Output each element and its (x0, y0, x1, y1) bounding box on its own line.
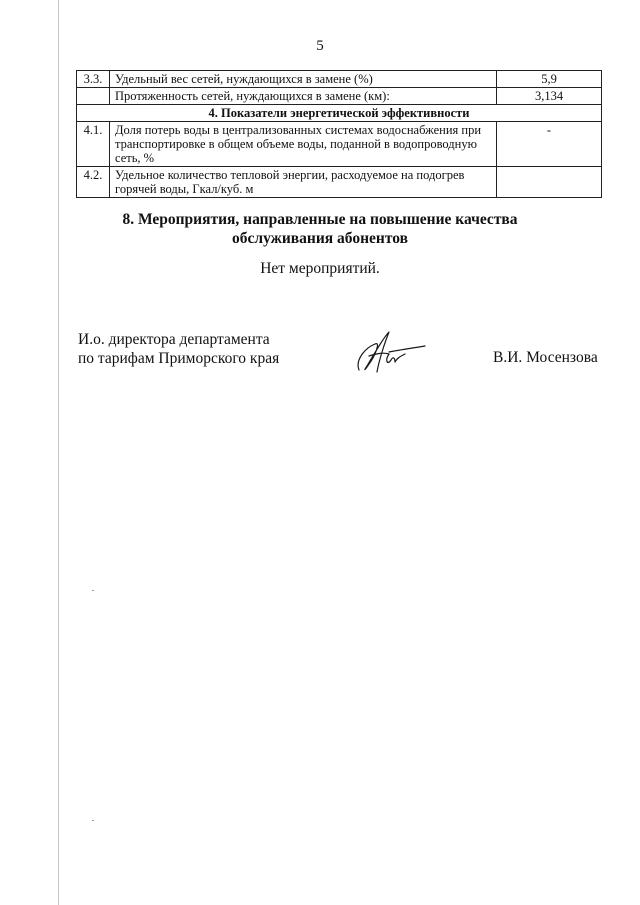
table-row (77, 88, 602, 105)
handwritten-signature (345, 330, 435, 385)
row-value: - (497, 122, 602, 167)
table-row (77, 167, 602, 198)
row-text: Доля потерь воды в централизованных системах водоснабжения при транспортировке в общем объеме воды, поданной в водопроводную сеть, % (110, 122, 497, 167)
scan-speck (92, 820, 94, 821)
section-heading-line-2: обслуживания абонентов (232, 230, 408, 247)
row-value: 3,134 (497, 88, 602, 105)
row-text: Удельное количество тепловой энергии, расходуемое на подогрев горячей воды, Гкал/куб. м (110, 167, 497, 198)
section-title: 4. Показатели энергетической эффективности (77, 105, 602, 122)
row-text: Удельный вес сетей, нуждающихся в замене (%) (110, 71, 497, 88)
row-value: 5,9 (497, 71, 602, 88)
section-heading-line-1: 8. Мероприятия, направленные на повышение качества (122, 211, 518, 228)
table-section-row (77, 105, 602, 122)
row-number (77, 88, 110, 105)
row-number: 4.2. (77, 167, 110, 198)
row-text: Протяженность сетей, нуждающихся в замене (км): (110, 88, 497, 105)
page-margin-line (58, 0, 59, 905)
table-row (77, 122, 602, 167)
indicators-table (76, 70, 602, 198)
row-value (497, 167, 602, 198)
page-number: 5 (316, 38, 324, 54)
signer-title (78, 330, 279, 368)
row-number: 4.1. (77, 122, 110, 167)
section-heading (0, 210, 640, 248)
signer-title-line-2: по тарифам Приморского края (78, 350, 280, 367)
table-row (77, 71, 602, 88)
no-measures-text: Нет мероприятий. (260, 260, 380, 277)
signer-name: В.И. Мосензова (493, 349, 598, 366)
signer-title-line-1: И.о. директора департамента (78, 331, 270, 348)
row-number: 3.3. (77, 71, 110, 88)
scan-speck (92, 590, 94, 591)
